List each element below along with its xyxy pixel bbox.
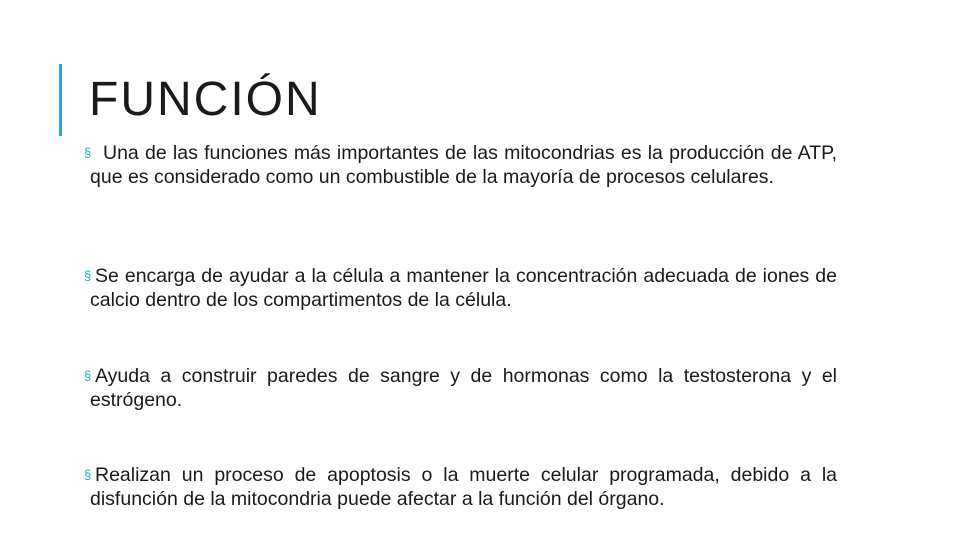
bullet-item	[84, 141, 837, 189]
bullet-marker-icon: §	[84, 467, 92, 482]
bullet-marker-icon: §	[84, 368, 92, 383]
bullet-item	[84, 364, 837, 412]
bullet-marker-icon: §	[84, 268, 92, 283]
bullet-item	[84, 463, 837, 511]
bullet-item	[84, 264, 837, 312]
bullet-marker-icon: §	[84, 145, 92, 160]
bullet-text: Se encarga de ayudar a la célula a mantener la concentración adecuada de iones de calcio dentro de los compartimentos de la célula.	[90, 265, 837, 311]
bullet-text: Ayuda a construir paredes de sangre y de hormonas como la testosterona y el estrógeno.	[90, 365, 837, 411]
slide-title: FUNCIÓN	[89, 73, 322, 126]
bullet-text: Realizan un proceso de apoptosis o la muerte celular programada, debido a la disfunción de la mitocondria puede afectar a la función del órgano.	[90, 464, 837, 510]
bullet-text: Una de las funciones más importantes de las mitocondrias es la producción de ATP, que es considerado como un combustible de la mayoría de procesos celulares.	[90, 142, 837, 188]
